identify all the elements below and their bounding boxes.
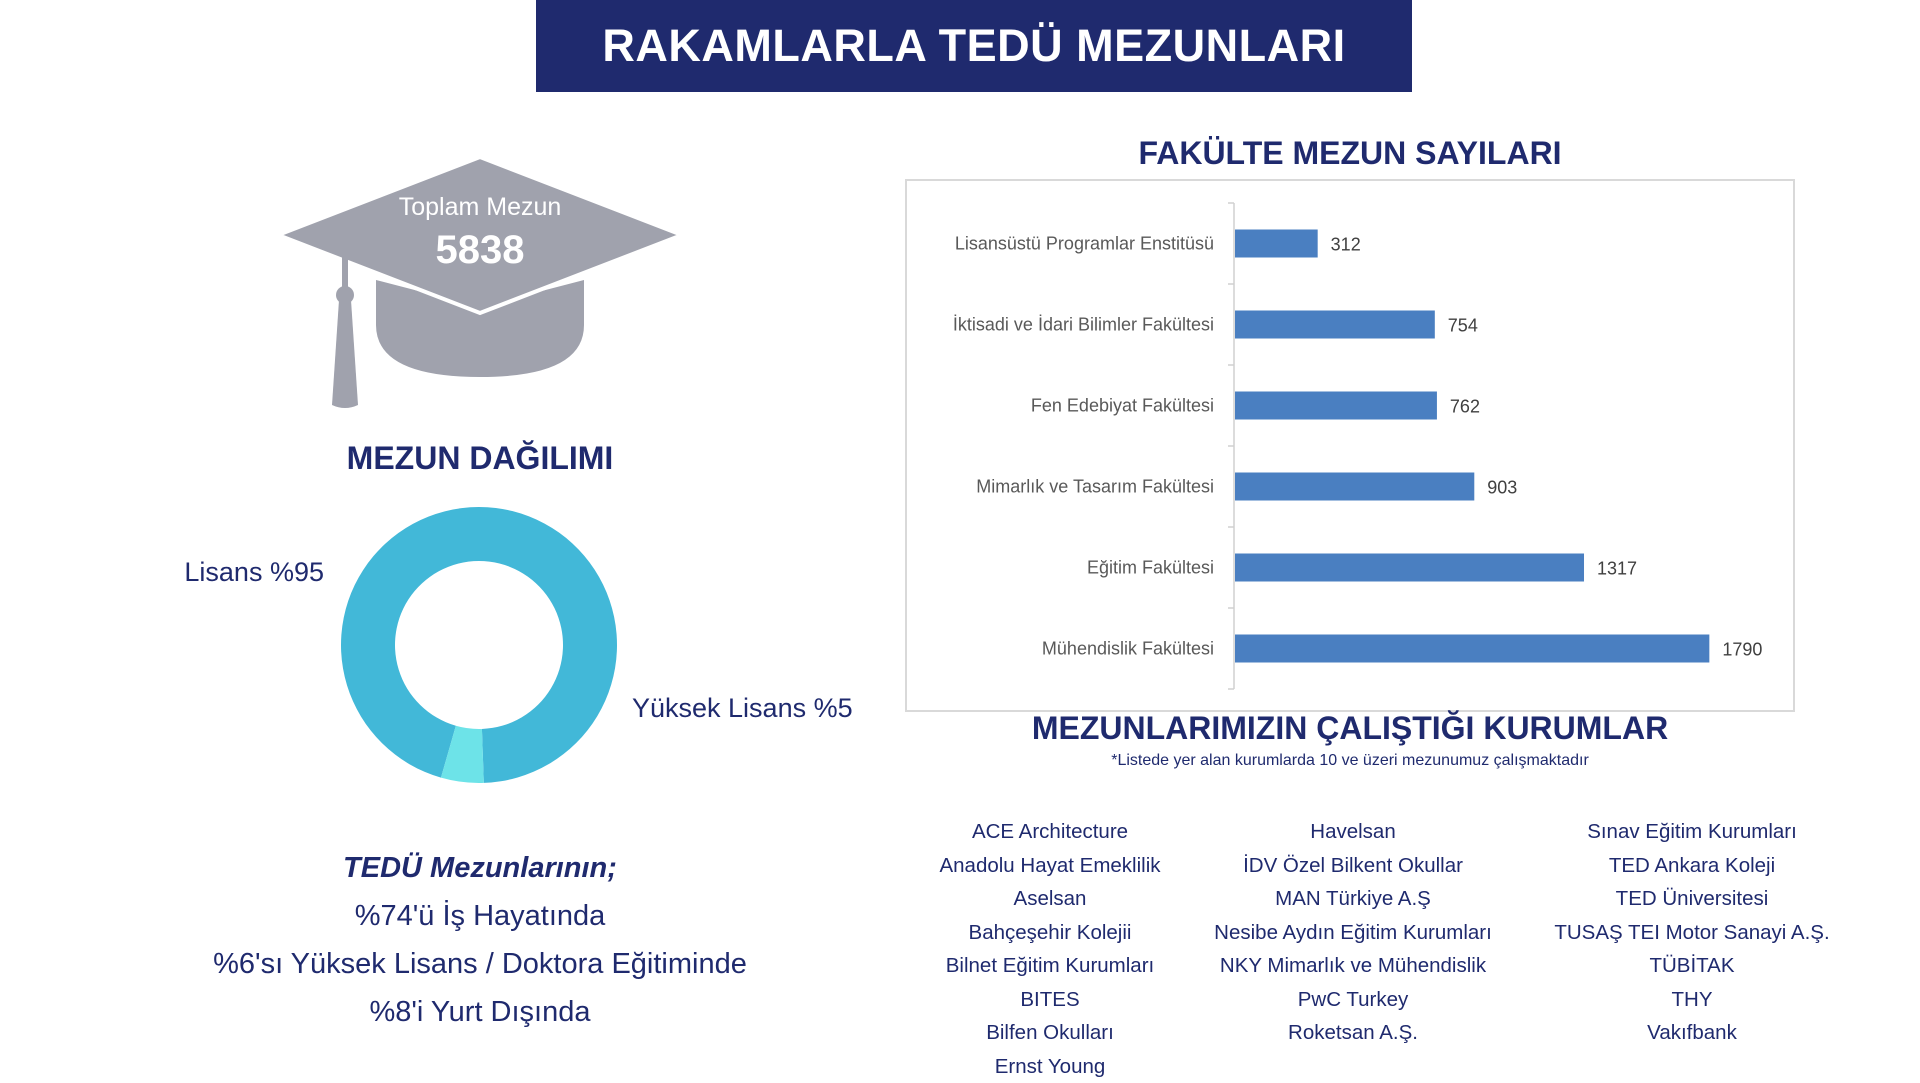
institution-item: ACE Architecture bbox=[890, 815, 1210, 849]
faculty-chart-frame bbox=[905, 179, 1795, 712]
bar bbox=[1235, 554, 1584, 582]
main-title: RAKAMLARLA TEDÜ MEZUNLARI bbox=[602, 20, 1345, 72]
bar bbox=[1235, 311, 1435, 339]
category-label: Mühendislik Fakültesi bbox=[1042, 639, 1214, 659]
value-label: 762 bbox=[1450, 397, 1480, 417]
institution-item: Ernst Young bbox=[890, 1050, 1210, 1083]
category-label: İktisadi ve İdari Bilimler Fakültesi bbox=[953, 315, 1214, 335]
institution-item: TED Ankara Koleji bbox=[1532, 849, 1852, 883]
bar bbox=[1235, 230, 1318, 258]
institutions-column-1 bbox=[890, 815, 1210, 1083]
institution-item: Anadolu Hayat Emeklilik bbox=[890, 849, 1210, 883]
faculty-bar-chart bbox=[907, 181, 1793, 710]
institution-item: NKY Mimarlık ve Mühendislik bbox=[1193, 949, 1513, 983]
total-graduates-label: Toplam Mezun bbox=[330, 193, 630, 222]
category-label: Mimarlık ve Tasarım Fakültesi bbox=[976, 477, 1214, 497]
bar bbox=[1235, 473, 1474, 501]
institution-item: Bilnet Eğitim Kurumları bbox=[890, 949, 1210, 983]
institution-item: Bilfen Okulları bbox=[890, 1016, 1210, 1050]
main-banner bbox=[536, 0, 1412, 92]
distribution-donut-chart bbox=[337, 503, 621, 787]
category-label: Eğitim Fakültesi bbox=[1087, 558, 1214, 578]
bar bbox=[1235, 392, 1437, 420]
institution-item: TÜBİTAK bbox=[1532, 949, 1852, 983]
bar bbox=[1235, 635, 1709, 663]
value-label: 312 bbox=[1331, 235, 1361, 255]
institution-item: Nesibe Aydın Eğitim Kurumları bbox=[1193, 916, 1513, 950]
institution-item: Roketsan A.Ş. bbox=[1193, 1016, 1513, 1050]
category-label: Lisansüstü Programlar Enstitüsü bbox=[955, 234, 1214, 254]
value-label: 1317 bbox=[1597, 559, 1637, 579]
institution-item: TUSAŞ TEI Motor Sanayi A.Ş. bbox=[1532, 916, 1852, 950]
institutions-column-3 bbox=[1532, 815, 1852, 1050]
institution-item: MAN Türkiye A.Ş bbox=[1193, 882, 1513, 916]
institution-item: Sınav Eğitim Kurumları bbox=[1532, 815, 1852, 849]
category-label: Fen Edebiyat Fakültesi bbox=[1031, 396, 1214, 416]
institution-item: THY bbox=[1532, 983, 1852, 1017]
institution-item: İDV Özel Bilkent Okullar bbox=[1193, 849, 1513, 883]
distribution-heading: MEZUN DAĞILIMI bbox=[280, 440, 680, 477]
faculty-chart-heading: FAKÜLTE MEZUN SAYILARI bbox=[900, 135, 1800, 172]
institutions-note: *Listede yer alan kurumlarda 10 ve üzeri mezunumuz çalışmaktadır bbox=[900, 752, 1800, 770]
institutions-column-2 bbox=[1193, 815, 1513, 1050]
stat-abroad: %8'i Yurt Dışında bbox=[150, 996, 810, 1029]
stats-title: TEDÜ Mezunlarının; bbox=[180, 852, 780, 885]
institution-item: Vakıfbank bbox=[1532, 1016, 1852, 1050]
institution-item: Bahçeşehir Kolejii bbox=[890, 916, 1210, 950]
lisans-label: Lisans %95 bbox=[184, 557, 324, 588]
institution-item: Aselsan bbox=[890, 882, 1210, 916]
institution-item: PwC Turkey bbox=[1193, 983, 1513, 1017]
total-graduates-value: 5838 bbox=[330, 228, 630, 273]
value-label: 903 bbox=[1487, 478, 1517, 498]
value-label: 1790 bbox=[1722, 640, 1762, 660]
institution-item: Havelsan bbox=[1193, 815, 1513, 849]
institution-item: TED Üniversitesi bbox=[1532, 882, 1852, 916]
yuksek-lisans-label: Yüksek Lisans %5 bbox=[632, 693, 853, 724]
institution-item: BITES bbox=[890, 983, 1210, 1017]
value-label: 754 bbox=[1448, 316, 1478, 336]
institutions-heading: MEZUNLARIMIZIN ÇALIŞTIĞI KURUMLAR bbox=[900, 710, 1800, 747]
stat-postgraduate: %6'sı Yüksek Lisans / Doktora Eğitiminde bbox=[150, 948, 810, 981]
stat-employment: %74'ü İş Hayatında bbox=[150, 900, 810, 933]
